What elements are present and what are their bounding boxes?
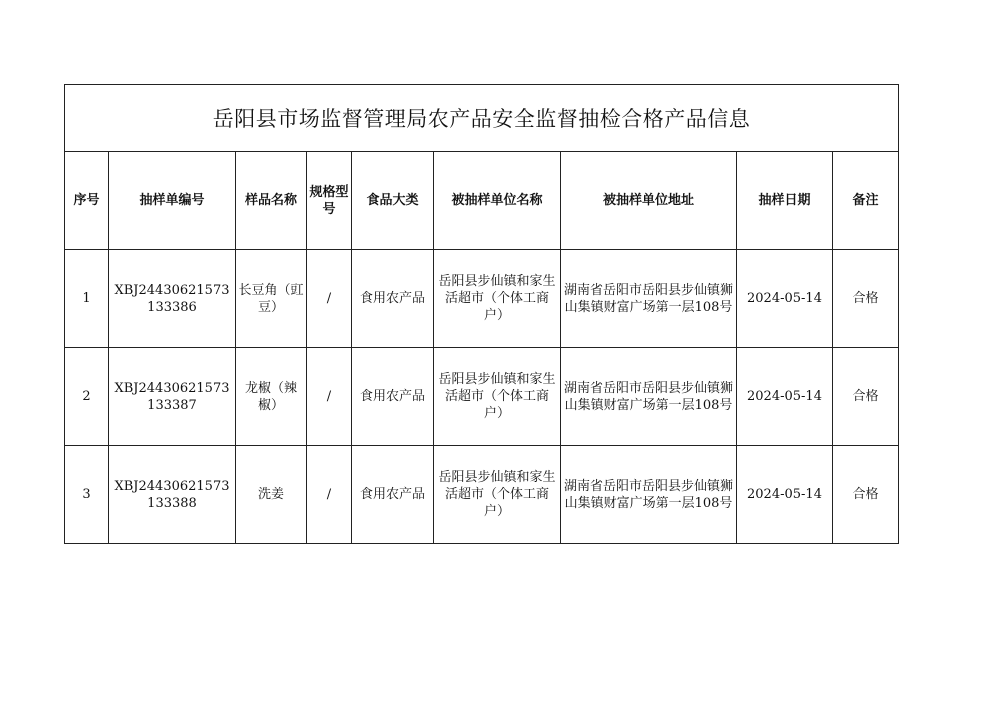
row-unit-name: 岳阳县步仙镇和家生活超市（个体工商户） (434, 250, 561, 348)
row-category: 食用农产品 (352, 348, 434, 446)
row-spec: / (307, 250, 352, 348)
inspection-table (64, 84, 899, 544)
row-sample-name: 龙椒（辣椒） (236, 348, 307, 446)
inspection-table-sheet (64, 84, 898, 544)
row-date: 2024-05-14 (737, 446, 833, 544)
table-row (65, 348, 899, 446)
row-remark: 合格 (833, 446, 899, 544)
header-unit-name: 被抽样单位名称 (434, 152, 561, 250)
header-sample-id: 抽样单编号 (109, 152, 236, 250)
row-remark: 合格 (833, 250, 899, 348)
table-row (65, 446, 899, 544)
header-unit-address: 被抽样单位地址 (561, 152, 737, 250)
row-sample-id: XBJ24430621573133387 (109, 348, 236, 446)
header-row (65, 152, 899, 250)
row-no: 3 (65, 446, 109, 544)
row-sample-id: XBJ24430621573133386 (109, 250, 236, 348)
row-no: 1 (65, 250, 109, 348)
header-sample-name: 样品名称 (236, 152, 307, 250)
header-spec: 规格型号 (307, 152, 352, 250)
row-spec: / (307, 348, 352, 446)
header-date: 抽样日期 (737, 152, 833, 250)
row-sample-name: 长豆角（豇豆） (236, 250, 307, 348)
row-date: 2024-05-14 (737, 250, 833, 348)
header-no: 序号 (65, 152, 109, 250)
table-row (65, 250, 899, 348)
row-unit-name: 岳阳县步仙镇和家生活超市（个体工商户） (434, 446, 561, 544)
table-title: 岳阳县市场监督管理局农产品安全监督抽检合格产品信息 (65, 85, 899, 152)
row-unit-address: 湖南省岳阳市岳阳县步仙镇狮山集镇财富广场第一层108号 (561, 250, 737, 348)
row-no: 2 (65, 348, 109, 446)
row-sample-id: XBJ24430621573133388 (109, 446, 236, 544)
row-remark: 合格 (833, 348, 899, 446)
header-remark: 备注 (833, 152, 899, 250)
row-spec: / (307, 446, 352, 544)
row-sample-name: 洗姜 (236, 446, 307, 544)
row-category: 食用农产品 (352, 250, 434, 348)
row-unit-name: 岳阳县步仙镇和家生活超市（个体工商户） (434, 348, 561, 446)
row-unit-address: 湖南省岳阳市岳阳县步仙镇狮山集镇财富广场第一层108号 (561, 348, 737, 446)
row-category: 食用农产品 (352, 446, 434, 544)
row-date: 2024-05-14 (737, 348, 833, 446)
row-unit-address: 湖南省岳阳市岳阳县步仙镇狮山集镇财富广场第一层108号 (561, 446, 737, 544)
header-category: 食品大类 (352, 152, 434, 250)
